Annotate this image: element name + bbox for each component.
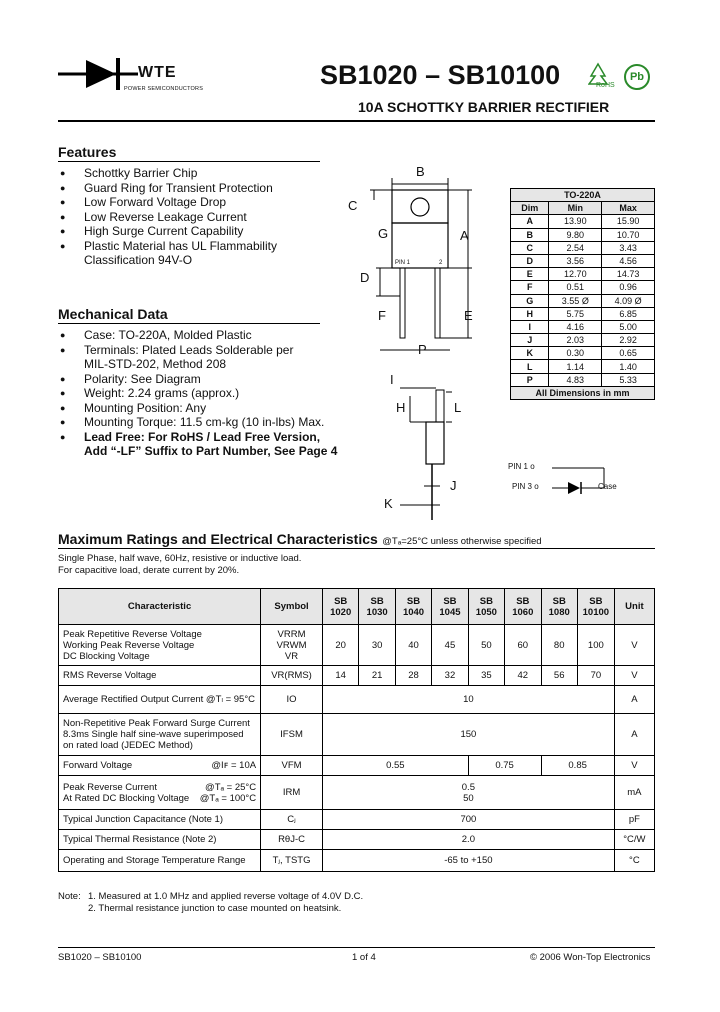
table-row (59, 850, 655, 872)
unit-cell: V (614, 625, 654, 666)
pb-label: Pb (629, 71, 645, 83)
table-header-row (59, 589, 655, 625)
char-text: Non-Repetitive Peak Forward Surge Current (63, 718, 250, 729)
dim-max: 0.65 (602, 347, 655, 360)
part-number: 10100 (582, 606, 610, 618)
dim-max: 6.85 (602, 307, 655, 320)
mechanical-item: ● Terminals: Plated Leads Solderable per (58, 343, 358, 358)
value-cell: 50 (463, 792, 474, 804)
mechanical-list (58, 328, 358, 459)
char-text: Forward Voltage (63, 760, 133, 771)
table-row (59, 830, 655, 850)
condition-text: @Iꜰ = 10A (211, 760, 257, 771)
part-prefix: SB (370, 595, 384, 607)
symbol-text: Cⱼ (261, 810, 323, 830)
char-text: DC Blocking Voltage (63, 650, 150, 662)
value-cell: 50 (468, 625, 504, 666)
condition-text: @Tₐ = 100°C (199, 792, 257, 804)
value-cell: 0.5 (461, 781, 475, 793)
value-cell: 32 (432, 666, 468, 686)
unit-cell: °C/W (614, 830, 654, 850)
ratings-table (58, 588, 655, 872)
dim-label-j: J (450, 478, 457, 493)
value-cell: 700 (322, 810, 614, 830)
symbol-text: VRRM (277, 628, 306, 640)
dim-symbol: I (511, 320, 549, 333)
part-prefix: SB (589, 595, 603, 607)
dim-max: 14.73 (602, 268, 655, 281)
ratings-condition: @Tₐ=25°C unless otherwise specified (382, 536, 542, 547)
dim-max: 15.90 (602, 215, 655, 228)
char-text: Peak Reverse Current (63, 781, 157, 793)
table-row (59, 714, 655, 756)
feature-item-continued: Classification 94V-O (84, 253, 193, 267)
feature-item: ● Guard Ring for Transient Protection (58, 181, 348, 196)
logo-tagline: POWER SEMICONDUCTORS (124, 86, 204, 92)
table-row (511, 320, 655, 333)
mechanical-item: ● Weight: 2.24 grams (approx.) (58, 386, 358, 401)
dim-symbol: B (511, 228, 549, 241)
symbol-text: IO (261, 686, 323, 714)
feature-item: ● High Surge Current Capability (58, 224, 348, 239)
table-row (511, 215, 655, 228)
footer-left: SB1020 – SB10100 (58, 952, 142, 963)
table-row (511, 373, 655, 386)
pin2-mark: 2 (439, 260, 443, 266)
dim-min: 9.80 (549, 228, 602, 241)
table-row (59, 776, 655, 810)
value-cell: 30 (359, 625, 395, 666)
value-cell: 35 (468, 666, 504, 686)
dim-label-c: C (348, 198, 358, 213)
value-cell: 0.55 (322, 756, 468, 776)
value-cell: 100 (577, 625, 614, 666)
dim-min: 12.70 (549, 268, 602, 281)
char-text: Typical Junction Capacitance (Note 1) (59, 810, 261, 830)
package-outline (340, 160, 500, 520)
part-prefix: SB (479, 595, 493, 607)
ratings-heading: Maximum Ratings and Electrical Characteristics (58, 531, 378, 547)
dim-table-footer: All Dimensions in mm (511, 386, 655, 399)
value-cell: 28 (395, 666, 431, 686)
unit-cell: A (614, 714, 654, 756)
char-text: Working Peak Reverse Voltage (63, 639, 195, 651)
value-cell: 0.75 (468, 756, 541, 776)
unit-cell: V (614, 666, 654, 686)
dim-label-f: F (378, 308, 386, 323)
mechanical-rule (58, 323, 320, 324)
feature-item: ● Low Reverse Leakage Current (58, 210, 348, 225)
col-symbol: Symbol (261, 589, 323, 625)
dim-max: 5.33 (602, 373, 655, 386)
dim-max: 1.40 (602, 360, 655, 373)
dim-table-header: Min (549, 202, 602, 215)
dim-min: 4.83 (549, 373, 602, 386)
features-list (58, 166, 348, 268)
value-cell: 42 (505, 666, 541, 686)
logo-brand: WTE (138, 64, 177, 81)
dim-label-p: P (418, 342, 427, 357)
table-row (59, 810, 655, 830)
dim-max: 0.96 (602, 281, 655, 294)
mechanical-heading: Mechanical Data (58, 306, 168, 322)
symbol-text: Tⱼ, TSTG (261, 850, 323, 872)
part-number: 1020 (330, 606, 352, 618)
features-heading: Features (58, 144, 117, 160)
dim-min: 3.56 (549, 254, 602, 267)
table-row (511, 254, 655, 267)
footer-copyright: © 2006 Won-Top Electronics (530, 952, 651, 963)
package-drawing (340, 160, 500, 520)
dim-label-l: L (454, 400, 462, 415)
dim-symbol: P (511, 373, 549, 386)
char-text: 8.3ms Single half sine-wave superimposed (63, 729, 244, 740)
dim-max: 2.92 (602, 334, 655, 347)
value-cell: 21 (359, 666, 395, 686)
dim-symbol: G (511, 294, 549, 307)
dim-label-a: A (460, 228, 469, 243)
value-cell: 14 (322, 666, 358, 686)
table-row (59, 756, 655, 776)
char-text: At Rated DC Blocking Voltage (63, 792, 190, 804)
symbol-text: RθJ-C (261, 830, 323, 850)
value-cell: 2.0 (322, 830, 614, 850)
polarity-diagram (508, 460, 658, 500)
table-row (511, 360, 655, 373)
dim-symbol: F (511, 281, 549, 294)
col-characteristic: Characteristic (59, 589, 261, 625)
char-text: Peak Repetitive Reverse Voltage (63, 628, 202, 640)
char-text: Typical Thermal Resistance (Note 2) (59, 830, 261, 850)
rohs-label: RoHS (596, 82, 615, 89)
dim-min: 13.90 (549, 215, 602, 228)
dim-max: 4.09 Ø (602, 294, 655, 307)
mechanical-item-continued: MIL-STD-202, Method 208 (84, 357, 227, 371)
ratings-note-2: For capacitive load, derate current by 20%. (58, 565, 240, 576)
mechanical-item: ● Case: TO-220A, Molded Plastic (58, 328, 358, 343)
char-text: Operating and Storage Temperature Range (59, 850, 261, 872)
value-cell: 0.85 (541, 756, 614, 776)
table-row (511, 307, 655, 320)
dim-max: 5.00 (602, 320, 655, 333)
value-cell: 60 (505, 625, 541, 666)
symbol-text: IFSM (261, 714, 323, 756)
dim-min: 0.30 (549, 347, 602, 360)
value-cell: -65 to +150 (322, 850, 614, 872)
footer-rule (58, 947, 655, 948)
part-number: 1050 (475, 606, 497, 618)
table-row (511, 268, 655, 281)
char-text: on rated load (JEDEC Method) (63, 740, 193, 751)
char-text: Average Rectified Output Current @Tₗ = 95°C (59, 686, 261, 714)
part-number: 1080 (548, 606, 570, 618)
symbol-text: VR(RMS) (261, 666, 323, 686)
dim-table-package: TO-220A (511, 189, 655, 202)
page-subtitle: 10A SCHOTTKY BARRIER RECTIFIER (358, 99, 610, 115)
notes-label: Note: (58, 891, 81, 902)
dim-symbol: E (511, 268, 549, 281)
features-rule (58, 161, 320, 162)
part-number: 1045 (439, 606, 461, 618)
mechanical-item-leadfree: ● Lead Free: For RoHS / Lead Free Version, (58, 430, 358, 445)
dim-symbol: J (511, 334, 549, 347)
company-logo (58, 56, 210, 96)
value-cell: 56 (541, 666, 577, 686)
dim-max: 10.70 (602, 228, 655, 241)
dim-symbol: A (511, 215, 549, 228)
rohs-icon (588, 62, 616, 92)
dim-label-e: E (464, 308, 473, 323)
dim-label-i: I (390, 372, 394, 387)
dim-min: 3.55 Ø (549, 294, 602, 307)
table-row (511, 241, 655, 254)
case-label: Case (598, 482, 617, 491)
dim-table-header: Dim (511, 202, 549, 215)
table-row (59, 666, 655, 686)
dim-symbol: C (511, 241, 549, 254)
note-2: 2. Thermal resistance junction to case mounted on heatsink. (88, 903, 342, 914)
header-rule (58, 120, 655, 122)
dim-min: 2.03 (549, 334, 602, 347)
dim-label-g: G (378, 226, 389, 241)
part-prefix: SB (443, 595, 457, 607)
part-number: 1060 (512, 606, 534, 618)
ratings-heading-line (58, 531, 542, 549)
condition-text: @Tₐ = 25°C (205, 781, 257, 793)
part-prefix: SB (552, 595, 566, 607)
symbol-text: VRWM (276, 639, 307, 651)
mechanical-item: ● Mounting Position: Any (58, 401, 358, 416)
part-prefix: SB (516, 595, 530, 607)
dim-max: 3.43 (602, 241, 655, 254)
unit-cell: mA (614, 776, 654, 810)
footer-page-number: 1 of 4 (352, 952, 376, 963)
pin1-mark: PIN 1 (395, 260, 411, 266)
page-title: SB1020 – SB10100 (320, 60, 561, 90)
part-prefix: SB (334, 595, 348, 607)
dim-min: 2.54 (549, 241, 602, 254)
dim-max: 4.56 (602, 254, 655, 267)
lead-free-icon (624, 64, 650, 90)
table-row (511, 228, 655, 241)
dim-min: 1.14 (549, 360, 602, 373)
pin3-label: PIN 3 o (512, 482, 539, 491)
value-cell: 40 (395, 625, 431, 666)
dim-min: 5.75 (549, 307, 602, 320)
pin1-label: PIN 1 o (508, 462, 535, 471)
ratings-note-1: Single Phase, half wave, 60Hz, resistive or inductive load. (58, 553, 302, 564)
col-unit: Unit (614, 589, 654, 625)
dimension-table (510, 188, 655, 400)
feature-item: ● Schottky Barrier Chip (58, 166, 348, 181)
unit-cell: °C (614, 850, 654, 872)
dim-label-h: H (396, 400, 406, 415)
symbol-text: VFM (261, 756, 323, 776)
dim-label-b: B (416, 164, 425, 179)
note-1: 1. Measured at 1.0 MHz and applied reverse voltage of 4.0V D.C. (88, 891, 364, 902)
value-cell: 45 (432, 625, 468, 666)
dim-label-k: K (384, 496, 393, 511)
table-row (511, 347, 655, 360)
ratings-rule (58, 548, 655, 549)
table-row (59, 625, 655, 666)
table-row (511, 281, 655, 294)
part-number: 1030 (366, 606, 388, 618)
mechanical-item: ● Mounting Torque: 11.5 cm-kg (10 in-lbs) Max. (58, 415, 358, 430)
value-cell: 70 (577, 666, 614, 686)
dim-label-d: D (360, 270, 370, 285)
dim-symbol: L (511, 360, 549, 373)
part-number: 1040 (402, 606, 425, 618)
value-cell: 20 (322, 625, 358, 666)
dim-min: 4.16 (549, 320, 602, 333)
value-cell: 10 (322, 686, 614, 714)
dim-symbol: K (511, 347, 549, 360)
feature-item: ● Plastic Material has UL Flammability (58, 239, 348, 254)
part-prefix: SB (406, 595, 421, 607)
table-row (511, 294, 655, 307)
mechanical-item-leadfree-continued: Add “-LF” Suffix to Part Number, See Page 4 (84, 444, 338, 458)
dim-symbol: H (511, 307, 549, 320)
value-cell: 150 (322, 714, 614, 756)
dim-symbol: D (511, 254, 549, 267)
symbol-text: IRM (261, 776, 323, 810)
dim-table-header: Max (602, 202, 655, 215)
char-text: RMS Reverse Voltage (59, 666, 261, 686)
table-row (511, 334, 655, 347)
unit-cell: pF (614, 810, 654, 830)
symbol-text: VR (284, 650, 299, 662)
mechanical-item: ● Polarity: See Diagram (58, 372, 358, 387)
unit-cell: V (614, 756, 654, 776)
value-cell: 80 (541, 625, 577, 666)
table-row (59, 686, 655, 714)
feature-item: ● Low Forward Voltage Drop (58, 195, 348, 210)
dim-min: 0.51 (549, 281, 602, 294)
unit-cell: A (614, 686, 654, 714)
